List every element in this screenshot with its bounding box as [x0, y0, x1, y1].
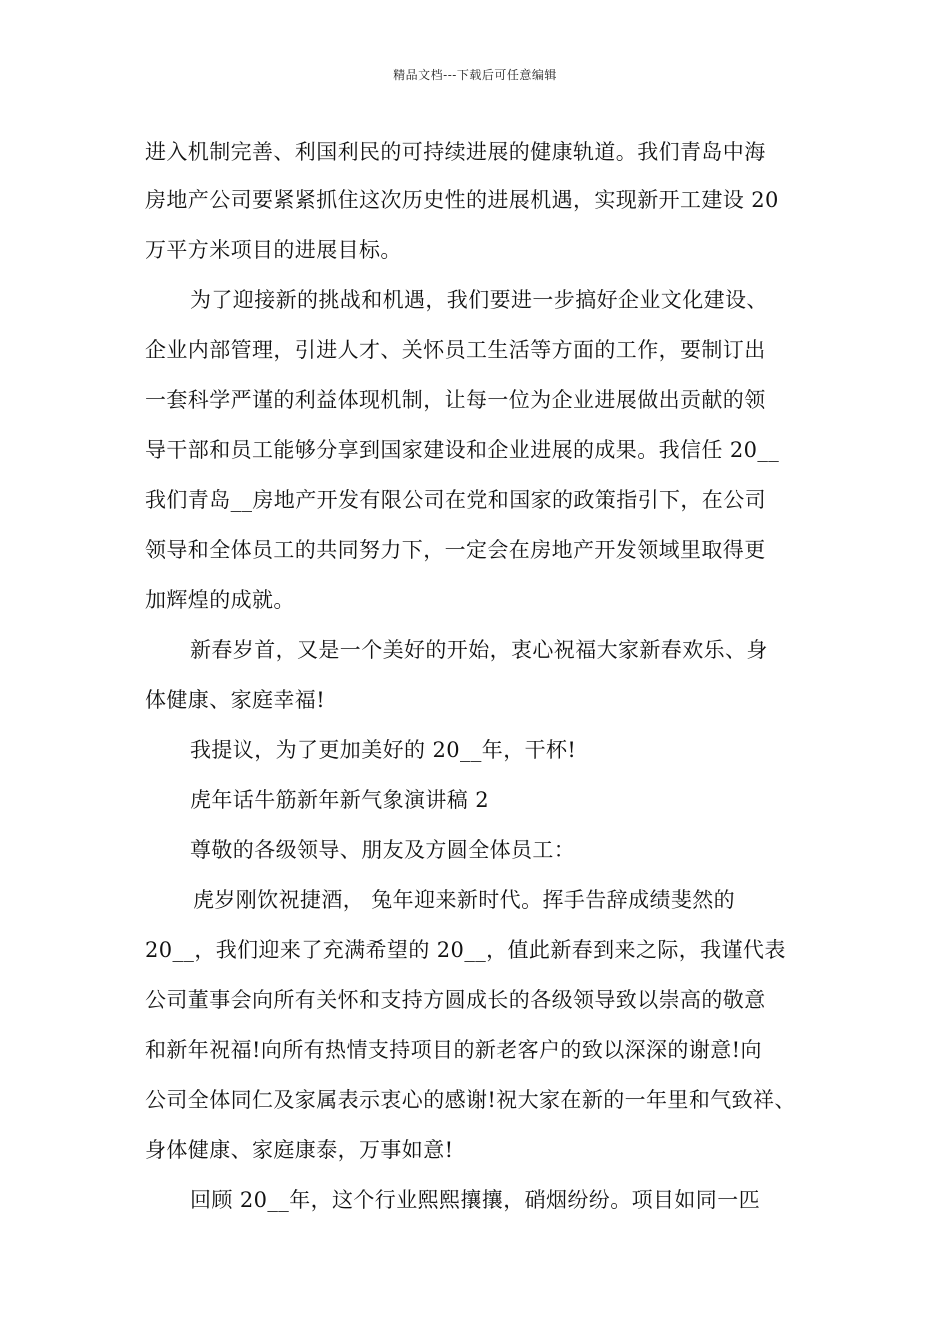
- text-line: 加辉煌的成就。: [145, 588, 295, 612]
- section-title: 虎年话牛筋新年新气象演讲稿 2: [190, 788, 490, 812]
- salutation: 尊敬的各级领导、朋友及方圆全体员工：: [190, 838, 576, 862]
- text-line: 我们青岛__房地产开发有限公司在党和国家的政策指引下，在公司: [145, 488, 766, 512]
- text-line: 20__，我们迎来了充满希望的 20__，值此新春到来之际，我谨代表: [145, 938, 786, 962]
- text-line: 虎岁刚饮祝捷酒， 兔年迎来新时代。挥手告辞成绩斐然的: [193, 888, 736, 912]
- text-line: 和新年祝福!向所有热情支持项目的新老客户的致以深深的谢意!向: [145, 1038, 762, 1062]
- text-line: 回顾 20__年，这个行业熙熙攘攘，硝烟纷纷。项目如同一匹: [190, 1188, 760, 1212]
- text-line: 我提议，为了更加美好的 20__年，干杯!: [190, 738, 577, 762]
- text-line: 一套科学严谨的利益体现机制，让每一位为企业进展做出贡献的领: [145, 388, 766, 412]
- text-line: 房地产公司要紧紧抓住这次历史性的进展机遇，实现新开工建设 20: [145, 188, 779, 212]
- text-line: 公司全体同仁及家属表示衷心的感谢!祝大家在新的一年里和气致祥、: [145, 1088, 796, 1112]
- text-line: 为了迎接新的挑战和机遇，我们要进一步搞好企业文化建设、: [190, 288, 768, 312]
- text-line: 新春岁首，又是一个美好的开始，衷心祝福大家新春欢乐、身: [190, 638, 768, 662]
- text-line: 体健康、家庭幸福!: [145, 688, 326, 712]
- text-line: 领导和全体员工的共同努力下，一定会在房地产开发领域里取得更: [145, 538, 766, 562]
- text-line: 进入机制完善、利国利民的可持续进展的健康轨道。我们青岛中海: [145, 140, 766, 164]
- page-header: 精品文档---下载后可任意编辑: [393, 68, 557, 82]
- text-line: 身体健康、家庭康泰，万事如意!: [145, 1138, 454, 1162]
- text-line: 万平方米项目的进展目标。: [145, 238, 402, 262]
- text-line: 企业内部管理，引进人才、关怀员工生活等方面的工作，要制订出: [145, 338, 766, 362]
- text-line: 公司董事会向所有关怀和支持方圆成长的各级领导致以崇高的敬意: [145, 988, 766, 1012]
- text-line: 导干部和员工能够分享到国家建设和企业进展的成果。我信任 20__: [145, 438, 780, 462]
